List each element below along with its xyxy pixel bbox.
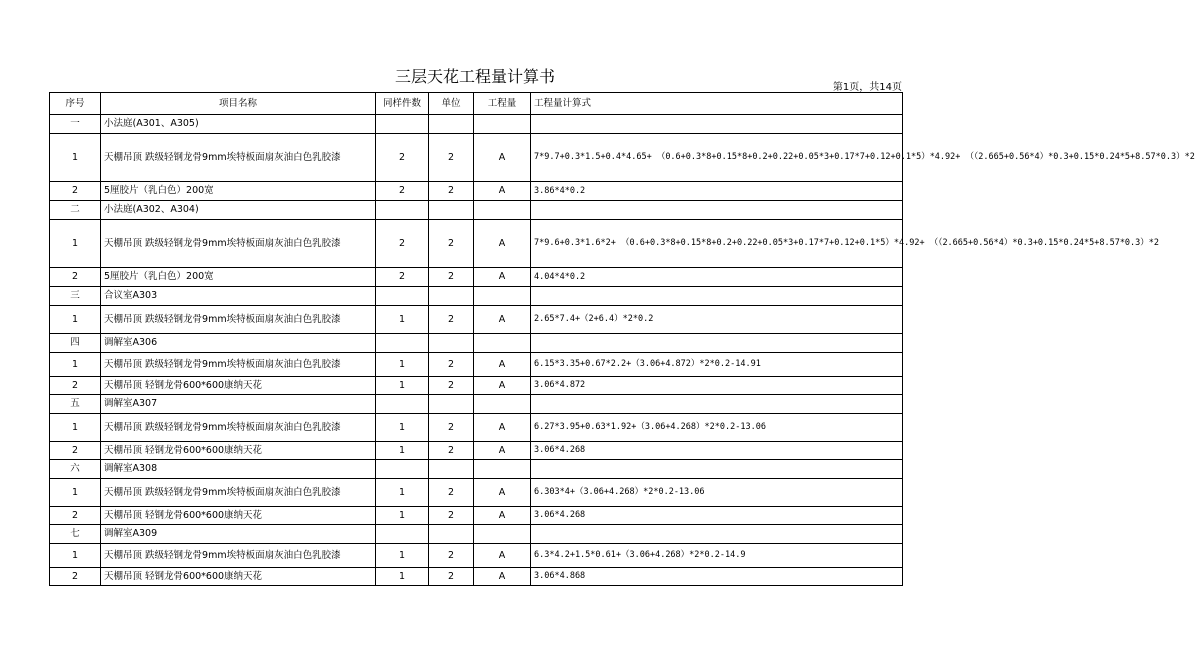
row-number-cell: 四	[50, 334, 101, 353]
table-row	[50, 544, 903, 568]
section-row	[50, 525, 903, 544]
row-number-cell: 1	[50, 134, 101, 182]
row-number-cell: 2	[50, 182, 101, 201]
formula-cell: 4.04*4*0.2	[531, 268, 903, 287]
formula-cell: 7*9.6+0.3*1.6*2+ （0.6+0.3*8+0.15*8+0.2+0.22+0.05*3+0.17*7+0.12+0.1*5）*4.92+ （（2.665+0.56*4）*0.3+0.15*0.24*5+8.57*0.3）*2	[531, 220, 903, 268]
same-count-cell: 1	[376, 442, 429, 460]
item-name-cell: 天棚吊顶 跌级轻钢龙骨9mm埃特板面扇灰油白色乳胶漆	[101, 414, 376, 442]
section-row	[50, 460, 903, 479]
unit-cell: 2	[429, 507, 474, 525]
page-info: 第1页，共14页	[832, 82, 902, 93]
row-number-cell: 1	[50, 544, 101, 568]
quantity-cell: A	[474, 268, 531, 287]
quantity-cell: A	[474, 220, 531, 268]
table-row	[50, 507, 903, 525]
unit-cell: 2	[429, 353, 474, 377]
row-number-cell: 二	[50, 201, 101, 220]
section-row	[50, 201, 903, 220]
item-name-cell: 天棚吊顶 跌级轻钢龙骨9mm埃特板面扇灰油白色乳胶漆	[101, 220, 376, 268]
formula-cell	[531, 115, 903, 134]
same-count-cell	[376, 115, 429, 134]
quantity-cell: A	[474, 306, 531, 334]
row-number-cell: 2	[50, 377, 101, 395]
table-row	[50, 306, 903, 334]
item-name-cell: 5厘胶片（乳白色）200宽	[101, 182, 376, 201]
header-row	[50, 93, 903, 115]
row-number-cell: 五	[50, 395, 101, 414]
unit-cell: 2	[429, 306, 474, 334]
unit-cell: 2	[429, 134, 474, 182]
unit-cell: 2	[429, 220, 474, 268]
same-count-cell: 1	[376, 507, 429, 525]
row-number-cell: 1	[50, 353, 101, 377]
quantity-cell	[474, 395, 531, 414]
unit-cell	[429, 115, 474, 134]
quantity-table	[49, 92, 1195, 586]
same-count-cell: 2	[376, 220, 429, 268]
item-name-cell: 合议室A303	[101, 287, 376, 306]
document-title: 三层天花工程量计算书	[394, 67, 555, 86]
formula-cell	[531, 460, 903, 479]
formula-cell: 3.06*4.268	[531, 442, 903, 460]
unit-cell: 2	[429, 568, 474, 586]
quantity-cell	[474, 460, 531, 479]
same-count-cell	[376, 395, 429, 414]
same-count-cell: 1	[376, 414, 429, 442]
quantity-cell: A	[474, 377, 531, 395]
row-number-cell: 七	[50, 525, 101, 544]
quantity-cell: A	[474, 507, 531, 525]
row-number-cell: 2	[50, 442, 101, 460]
item-name-cell: 调解室A308	[101, 460, 376, 479]
quantity-cell	[474, 201, 531, 220]
header-unit: 单位	[429, 93, 474, 115]
item-name-cell: 小法庭(A302、A304)	[101, 201, 376, 220]
unit-cell: 2	[429, 544, 474, 568]
row-number-cell: 三	[50, 287, 101, 306]
quantity-cell	[474, 334, 531, 353]
table-row	[50, 479, 903, 507]
item-name-cell: 天棚吊顶 轻钢龙骨600*600康纳天花	[101, 377, 376, 395]
same-count-cell	[376, 287, 429, 306]
row-number-cell: 一	[50, 115, 101, 134]
section-row	[50, 334, 903, 353]
formula-cell	[531, 525, 903, 544]
quantity-cell	[474, 115, 531, 134]
unit-cell: 2	[429, 268, 474, 287]
item-name-cell: 5厘胶片（乳白色）200宽	[101, 268, 376, 287]
header-quantity: 工程量	[474, 93, 531, 115]
header-no: 序号	[50, 93, 101, 115]
quantity-cell: A	[474, 353, 531, 377]
formula-cell: 6.3*4.2+1.5*0.61+（3.06+4.268）*2*0.2-14.9	[531, 544, 903, 568]
unit-cell: 2	[429, 442, 474, 460]
row-number-cell: 1	[50, 220, 101, 268]
table-row	[50, 353, 903, 377]
item-name-cell: 天棚吊顶 跌级轻钢龙骨9mm埃特板面扇灰油白色乳胶漆	[101, 544, 376, 568]
row-number-cell: 2	[50, 268, 101, 287]
quantity-cell: A	[474, 414, 531, 442]
formula-cell: 3.06*4.268	[531, 507, 903, 525]
quantity-cell	[474, 287, 531, 306]
quantity-cell: A	[474, 544, 531, 568]
formula-cell	[531, 287, 903, 306]
unit-cell	[429, 201, 474, 220]
same-count-cell: 1	[376, 353, 429, 377]
item-name-cell: 天棚吊顶 轻钢龙骨600*600康纳天花	[101, 568, 376, 586]
unit-cell: 2	[429, 182, 474, 201]
same-count-cell: 2	[376, 134, 429, 182]
item-name-cell: 调解室A307	[101, 395, 376, 414]
unit-cell	[429, 525, 474, 544]
item-name-cell: 天棚吊顶 跌级轻钢龙骨9mm埃特板面扇灰油白色乳胶漆	[101, 479, 376, 507]
same-count-cell: 1	[376, 568, 429, 586]
table-row	[50, 377, 903, 395]
same-count-cell	[376, 460, 429, 479]
section-row	[50, 115, 903, 134]
unit-cell: 2	[429, 377, 474, 395]
table-row	[50, 414, 903, 442]
formula-cell: 2.65*7.4+（2+6.4）*2*0.2	[531, 306, 903, 334]
unit-cell	[429, 287, 474, 306]
item-name-cell: 调解室A309	[101, 525, 376, 544]
item-name-cell: 天棚吊顶 跌级轻钢龙骨9mm埃特板面扇灰油白色乳胶漆	[101, 353, 376, 377]
item-name-cell: 天棚吊顶 跌级轻钢龙骨9mm埃特板面扇灰油白色乳胶漆	[101, 306, 376, 334]
formula-cell	[531, 334, 903, 353]
same-count-cell	[376, 334, 429, 353]
unit-cell	[429, 334, 474, 353]
row-number-cell: 1	[50, 306, 101, 334]
formula-cell: 7*9.7+0.3*1.5+0.4*4.65+ （0.6+0.3*8+0.15*8+0.2+0.22+0.05*3+0.17*7+0.12+0.1*5）*4.92+ （（2.665+0.56*4）*0.3+0.15*0.24*5+8.57*0.3）*2	[531, 134, 903, 182]
formula-cell: 6.27*3.95+0.63*1.92+（3.06+4.268）*2*0.2-13.06	[531, 414, 903, 442]
table-row	[50, 568, 903, 586]
unit-cell	[429, 395, 474, 414]
item-name-cell: 小法庭(A301、A305)	[101, 115, 376, 134]
section-row	[50, 395, 903, 414]
quantity-cell: A	[474, 479, 531, 507]
quantity-cell	[474, 525, 531, 544]
header-count: 同样件数	[376, 93, 429, 115]
same-count-cell: 2	[376, 182, 429, 201]
quantity-cell: A	[474, 442, 531, 460]
formula-cell: 3.06*4.868	[531, 568, 903, 586]
row-number-cell: 2	[50, 507, 101, 525]
section-row	[50, 287, 903, 306]
row-number-cell: 2	[50, 568, 101, 586]
header-item-name: 项目名称	[101, 93, 376, 115]
formula-cell: 6.303*4+（3.06+4.268）*2*0.2-13.06	[531, 479, 903, 507]
item-name-cell: 调解室A306	[101, 334, 376, 353]
same-count-cell	[376, 525, 429, 544]
quantity-cell: A	[474, 182, 531, 201]
same-count-cell	[376, 201, 429, 220]
table-row	[50, 134, 903, 182]
same-count-cell: 1	[376, 377, 429, 395]
formula-cell	[531, 201, 903, 220]
table-row	[50, 442, 903, 460]
formula-cell: 3.86*4*0.2	[531, 182, 903, 201]
row-number-cell: 六	[50, 460, 101, 479]
quantity-cell: A	[474, 134, 531, 182]
same-count-cell: 1	[376, 306, 429, 334]
item-name-cell: 天棚吊顶 轻钢龙骨600*600康纳天花	[101, 507, 376, 525]
item-name-cell: 天棚吊顶 轻钢龙骨600*600康纳天花	[101, 442, 376, 460]
unit-cell	[429, 460, 474, 479]
quantity-cell: A	[474, 568, 531, 586]
unit-cell: 2	[429, 479, 474, 507]
unit-cell: 2	[429, 414, 474, 442]
table-row	[50, 220, 903, 268]
formula-cell	[531, 395, 903, 414]
same-count-cell: 1	[376, 479, 429, 507]
item-name-cell: 天棚吊顶 跌级轻钢龙骨9mm埃特板面扇灰油白色乳胶漆	[101, 134, 376, 182]
table-row	[50, 182, 903, 201]
formula-cell: 6.15*3.35+0.67*2.2+（3.06+4.872）*2*0.2-14.91	[531, 353, 903, 377]
formula-cell: 3.06*4.872	[531, 377, 903, 395]
same-count-cell: 1	[376, 544, 429, 568]
header-formula: 工程量计算式	[531, 93, 903, 115]
row-number-cell: 1	[50, 414, 101, 442]
table-row	[50, 268, 903, 287]
same-count-cell: 2	[376, 268, 429, 287]
row-number-cell: 1	[50, 479, 101, 507]
